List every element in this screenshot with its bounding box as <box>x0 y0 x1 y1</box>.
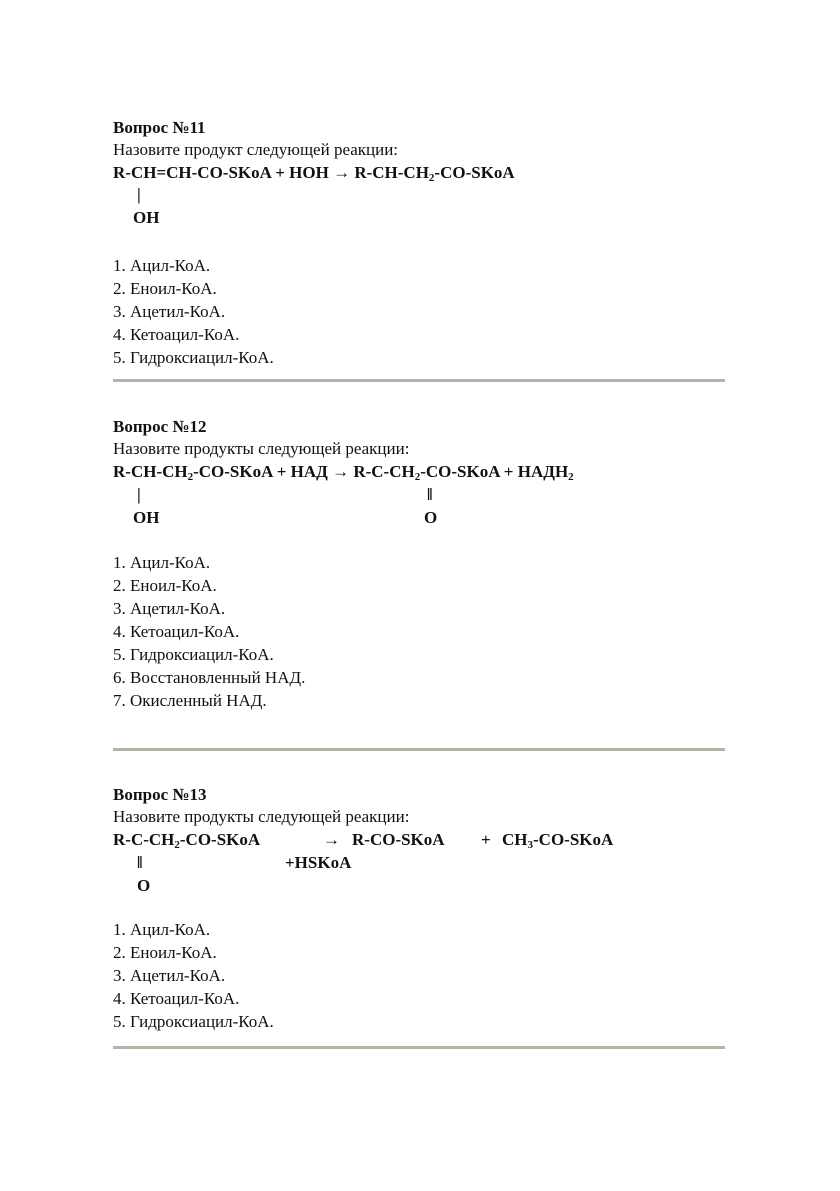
bond-symbol: ‖ <box>427 485 433 504</box>
answer-option: 3. Ацетил-КоА. <box>113 966 226 985</box>
answer-option: 4. Кетоацил-КоА. <box>113 989 240 1008</box>
reaction-equation: $R-CH-CH_2-CO$-SKoA + НАД → $R-C-CH_2-CO$-SKoA + $НАДН_2$ <box>113 462 574 483</box>
reaction-equation: R-CH=CH-CO-SKoA + HOH → $R-CH-CH_2-CO$-SKoA <box>113 163 515 184</box>
answer-option: 2. Еноил-КоА. <box>113 279 217 298</box>
answer-option: 5. Гидроксиацил-КоА. <box>113 348 274 367</box>
question-prompt: Назовите продукт следующей реакции: <box>113 140 399 159</box>
substituent-group: OH <box>133 508 160 527</box>
answer-option: 3. Ацетил-КоА. <box>113 302 226 321</box>
substituent-group: OH <box>133 208 160 227</box>
question-prompt: Назовите продукты следующей реакции: <box>113 807 410 826</box>
product-formula: $CH_3-CO$-SKoA <box>502 830 614 851</box>
substituent-group: O <box>137 876 151 895</box>
answer-option: 2. Еноил-КоА. <box>113 576 217 595</box>
question-title: Вопрос №12 <box>113 417 207 436</box>
bond-symbol: ‖ <box>137 853 143 872</box>
answer-list <box>113 918 274 1033</box>
answer-option: 1. Ацил-КоА. <box>113 920 211 939</box>
answer-option: 1. Ацил-КоА. <box>113 256 211 275</box>
bond-symbol: | <box>137 485 141 504</box>
section-divider <box>113 748 725 751</box>
section-divider <box>113 1046 725 1049</box>
answer-option: 6. Восстановленный НАД. <box>113 668 306 687</box>
answer-option: 4. Кетоацил-КоА. <box>113 622 240 641</box>
answer-option: 2. Еноил-КоА. <box>113 943 217 962</box>
answer-list <box>113 551 305 712</box>
product-formula: R-CO-SKoA <box>352 830 445 849</box>
section-divider <box>113 379 725 382</box>
answer-list <box>113 254 274 369</box>
answer-option: 7. Окисленный НАД. <box>113 691 267 710</box>
question-prompt: Назовите продукты следующей реакции: <box>113 439 410 458</box>
question-title: Вопрос №11 <box>113 118 206 137</box>
reaction-equation: $R-C-CH_2-CO$-SKoA <box>113 830 261 851</box>
answer-option: 5. Гидроксиацил-КоА. <box>113 645 274 664</box>
plus-sign: + <box>481 830 491 849</box>
answer-option: 1. Ацил-КоА. <box>113 553 211 572</box>
question-title: Вопрос №13 <box>113 785 207 804</box>
answer-option: 3. Ацетил-КоА. <box>113 599 226 618</box>
substituent-group: O <box>424 508 438 527</box>
reaction-arrow: → <box>323 830 340 849</box>
reagent: +HSKoA <box>285 853 352 872</box>
answer-option: 5. Гидроксиацил-КоА. <box>113 1012 274 1031</box>
answer-option: 4. Кетоацил-КоА. <box>113 325 240 344</box>
bond-symbol: | <box>137 185 141 204</box>
